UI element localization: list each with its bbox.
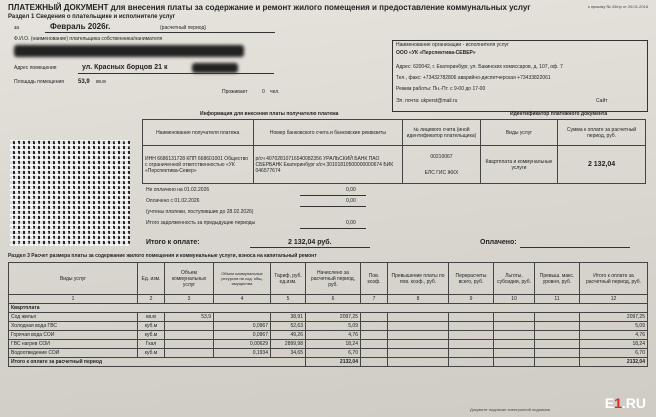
footer-label: Итого к оплате за расчетный период — [9, 358, 306, 367]
amount-value: 2 132,04 — [558, 146, 646, 184]
row-charged: 2097,25 — [306, 313, 361, 322]
row-volume — [165, 331, 214, 340]
row-name: Холодная вода ГВС — [9, 322, 138, 331]
area-unit: кв.м — [96, 79, 106, 85]
row-unit: кв.м — [138, 313, 165, 322]
col-bank-header: Номер банковского счета и банковские реквизиты — [253, 120, 403, 146]
col-amount-header: Сумма к оплате за расчетный период, руб. — [558, 120, 646, 146]
provider-email: Эл. почта: ukperst@mail.ru — [396, 98, 458, 104]
address-value: ул. Красных борцов 21 к — [82, 64, 168, 71]
charges-header-row — [9, 263, 648, 295]
provider-caption: Наименование организации - исполнителя услуг — [396, 42, 509, 48]
footer-row — [9, 358, 648, 367]
row-volume — [165, 340, 214, 349]
row-charged: 18,24 — [306, 340, 361, 349]
unpaid-value: 0,00 — [346, 187, 356, 193]
row-volume-common: 0,00629 — [214, 340, 271, 349]
provider-address: Адрес: 620042, г. Екатеринбург, ул. Бакинских комиссаров, д. 107, оф. 7 — [396, 64, 563, 70]
col-account-header: № лицевого счета (иной идентификатор плательщика) — [403, 120, 480, 146]
row-name: Горячая вода СОИ — [9, 331, 138, 340]
total-value: 2 132,04 руб. — [288, 239, 332, 246]
col-number: 6 — [306, 295, 361, 304]
e1-logo — [605, 395, 646, 411]
th-max: Превыш. макс. уровня, руб. — [535, 263, 580, 295]
col-number: 10 — [494, 295, 535, 304]
row-unit: куб.м — [138, 322, 165, 331]
account-value: 00210067 — [430, 153, 453, 160]
residents-label: Проживает — [222, 89, 248, 95]
payment-info-table — [142, 119, 646, 184]
document-header: ПЛАТЕЖНЫЙ ДОКУМЕНТ для внесения платы за содержание и ремонт жилого помещения и предоставление коммунальных услуг — [8, 3, 531, 12]
redacted-name — [14, 45, 244, 57]
period-caption: (расчетный период) — [160, 25, 207, 31]
els-label: ЕЛС ГИС ЖКХ — [424, 169, 459, 176]
table-row — [9, 331, 648, 340]
col-number: 4 — [214, 295, 271, 304]
table-row — [9, 313, 648, 322]
row-unit: куб.м — [138, 349, 165, 358]
row-volume-common: 0,0967 — [214, 331, 271, 340]
col-number: 9 — [449, 295, 494, 304]
row-unit: Гкал — [138, 340, 165, 349]
table-row — [9, 340, 648, 349]
paid-value: 0,00 — [346, 198, 356, 204]
row-total: 18,24 — [580, 340, 648, 349]
row-charged: 5,09 — [306, 322, 361, 331]
residents-unit: чел. — [270, 89, 280, 95]
col-number: 5 — [271, 295, 306, 304]
service-type: Квартплата и коммунальные услуги — [480, 146, 557, 184]
info-title: Информация для внесения платы получателю платежа — [200, 111, 339, 117]
section3-title: Раздел 3 Расчет размера платы за содержание жилого помещения и коммунальные услуги, взноса на капитальный ремонт — [8, 253, 317, 259]
unpaid-label: Не оплачено на 01.02.2026 — [146, 187, 210, 193]
total-label: Итого к оплате: — [146, 239, 200, 246]
row-tariff: 52,63 — [271, 322, 306, 331]
logo-digit: 1 — [614, 395, 622, 411]
row-name: Сод жилья — [9, 313, 138, 322]
table-row — [9, 349, 648, 358]
charges-table — [8, 262, 648, 367]
col-number: 7 — [361, 295, 388, 304]
row-name: Водоотведение СОИ — [9, 349, 138, 358]
fio-label: Ф.И.О. (наименование) плательщика собственника/нанимателя — [14, 36, 163, 42]
col-number: 8 — [388, 295, 449, 304]
row-tariff: 34,65 — [271, 349, 306, 358]
period-label: за — [14, 25, 20, 31]
row-volume-common — [214, 313, 271, 322]
row-total: 5,09 — [580, 322, 648, 331]
address-label: Адрес помещения — [14, 65, 57, 71]
row-charged: 6,70 — [306, 349, 361, 358]
account-cell — [403, 146, 480, 184]
th-total: Итого к оплате за расчетный период, руб. — [580, 263, 648, 295]
th-volume: Объем коммунальных услуг — [165, 263, 214, 295]
paid-field-label: Оплачено: — [480, 239, 517, 246]
table-row — [9, 322, 648, 331]
group-label: Квартплата — [9, 304, 648, 313]
row-volume — [165, 322, 214, 331]
id-title: Идентификатор платежного документа — [510, 111, 608, 117]
row-total: 4,76 — [580, 331, 648, 340]
area-label: Площадь помещения — [14, 79, 64, 85]
area-value: 53,9 — [78, 79, 90, 85]
th-unit: Ед. изм. — [138, 263, 165, 295]
row-unit: куб.м — [138, 331, 165, 340]
row-volume-common: 0,1934 — [214, 349, 271, 358]
th-recalc: Перерасчеты всего, руб. — [449, 263, 494, 295]
residents-value: 0 — [262, 89, 265, 95]
corner-note: к приказу № 43/пр от 26.01.2018 — [588, 4, 648, 9]
qr-code — [10, 140, 130, 246]
row-volume — [165, 349, 214, 358]
th-service: Виды услуг — [9, 263, 138, 295]
col-number: 1 — [9, 295, 138, 304]
col-number-row — [9, 295, 648, 304]
row-volume-common: 0,0967 — [214, 322, 271, 331]
debt-value: 0,00 — [346, 220, 356, 226]
th-coef: Пов. коэф. — [361, 263, 388, 295]
section1-title: Раздел 1 Сведения о плательщике и исполнителе услуг — [8, 14, 176, 20]
th-volume-common: Объем коммунальных ресурсов на сод. общ. имущества — [214, 263, 271, 295]
row-volume: 53,9 — [165, 313, 214, 322]
provider-hours: Режим работы: Пн.-Пт. с 9-00 до 17-00 — [396, 86, 486, 92]
logo-domain: .RU — [621, 395, 646, 411]
col-service-header: Виды услуг — [480, 120, 557, 146]
logo-letter: E — [604, 395, 615, 411]
row-tariff: 49,26 — [271, 331, 306, 340]
row-name: ГВС нагрев СОИ — [9, 340, 138, 349]
th-tariff: Тариф, руб. ед.изм. — [271, 263, 306, 295]
th-excess: Превышение платы по пов. коэф., руб. — [388, 263, 449, 295]
recipient-value: ИНН 6686131728 КПП 668601001 Общество с ограниченной ответственностью «УК «Перспектива-Север» — [143, 146, 254, 184]
paid-label: Оплачено с 01.02.2026 — [146, 198, 200, 204]
provider-phone: Тел., факс: +73432782806 аварийно-диспетчерская +73433822061 — [396, 75, 551, 81]
row-tariff: 2899,98 — [271, 340, 306, 349]
col-number: 11 — [535, 295, 580, 304]
row-tariff: 38,91 — [271, 313, 306, 322]
footer-total: 2132,04 — [580, 358, 648, 367]
row-total: 2097,25 — [580, 313, 648, 322]
col-number: 12 — [580, 295, 648, 304]
group-row — [9, 304, 648, 313]
paid-note: (учтены платежи, поступившие до 28.02.2026) — [146, 209, 254, 215]
site-label: Сайт — [596, 98, 608, 104]
footer-note: Документ подписан электронной подписью — [470, 407, 551, 412]
col-recipient-header: Наименование получателя платежа — [143, 120, 254, 146]
th-charged: Начислено за расчетный период, руб. — [306, 263, 361, 295]
th-benefits: Льготы, субсидии, руб. — [494, 263, 535, 295]
debt-label: Итого задолженность за предыдущие периоды — [146, 220, 256, 226]
col-number: 3 — [165, 295, 214, 304]
row-total: 6,70 — [580, 349, 648, 358]
col-number: 2 — [138, 295, 165, 304]
bank-value: р/сч 40702810716540082356 УРАЛЬСКИЙ БАНК ПАО СБЕРБАНК Екатеринбург к/сч 30101810500000000674 БИК 046577674 — [253, 146, 403, 184]
row-charged: 4,76 — [306, 331, 361, 340]
redacted-address — [192, 63, 238, 73]
footer-charged: 2132,04 — [306, 358, 361, 367]
period-value: Февраль 2026г. — [50, 22, 111, 31]
provider-name: ООО «УК «Перспектива-СЕВЕР» — [396, 50, 476, 56]
